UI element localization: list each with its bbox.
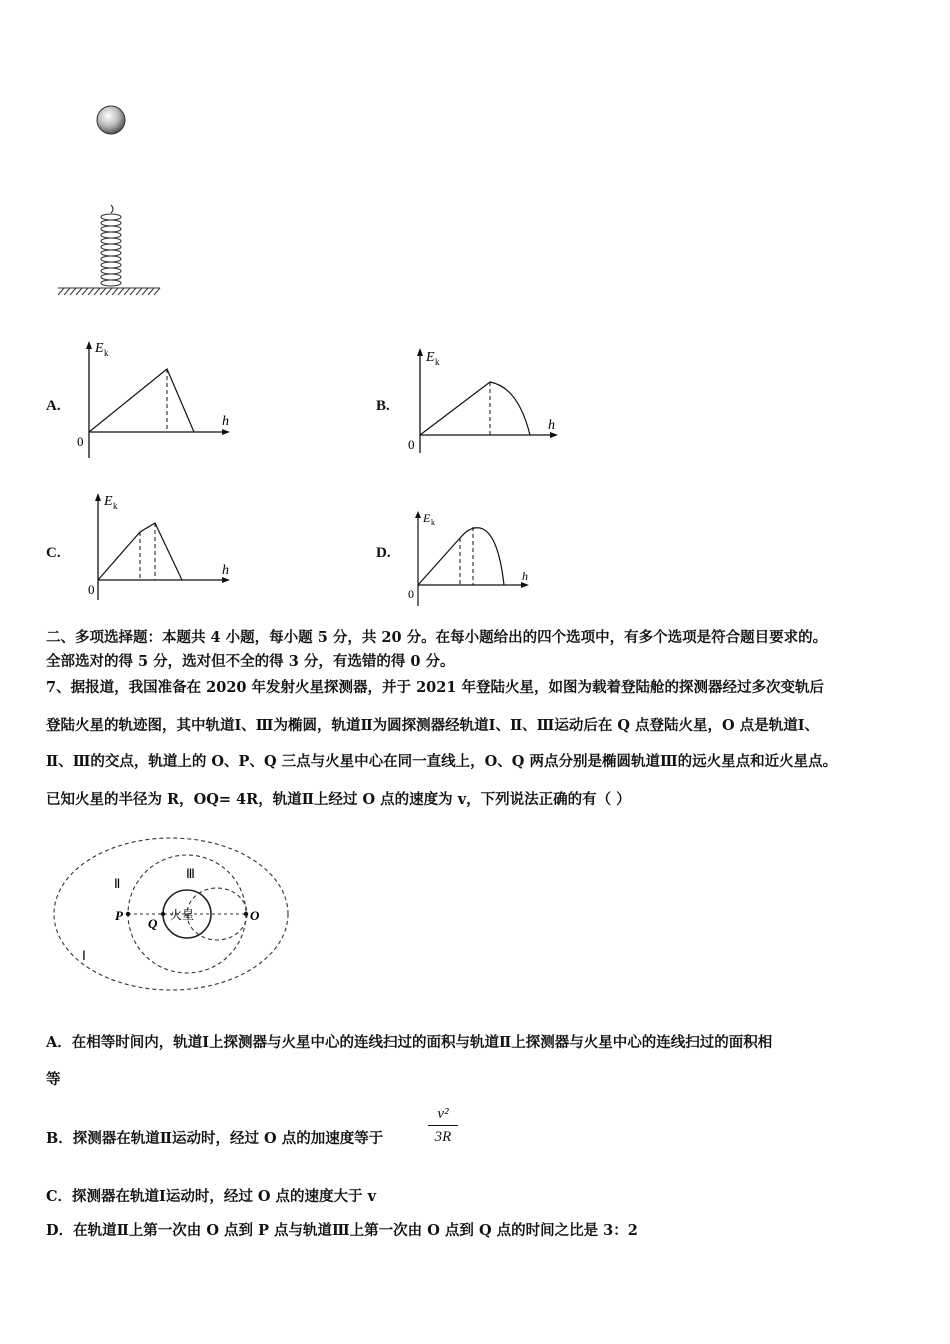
graph-b-curve (420, 382, 530, 435)
fraction-denominator: 3R (434, 1129, 452, 1145)
graph-c-ysub: k (113, 501, 118, 511)
spring-ball-figure (50, 95, 170, 305)
mars-label: 火星 (170, 908, 195, 922)
ground (58, 288, 160, 295)
graph-d-xlabel: h (522, 569, 528, 583)
graph-c-ylabel: E (104, 494, 113, 509)
graph-b (400, 345, 570, 460)
graph-c-origin: 0 (88, 582, 95, 597)
q7-option-d[interactable]: D．在轨道Ⅱ上第一次由 O 点到 P 点与轨道Ⅲ上第一次由 O 点到 Q 点的时间之比是 3：2 (46, 1222, 638, 1239)
graph-a (70, 338, 240, 468)
fraction-bar (428, 1125, 458, 1126)
graph-b-origin: 0 (408, 437, 415, 452)
section2-line2: 全部选对的得 5 分，选对但不全的得 3 分，有选错的得 0 分。 (46, 653, 455, 670)
q7-option-c[interactable]: C．探测器在轨道Ⅰ运动时，经过 O 点的速度大于 v (46, 1188, 377, 1205)
graph-b-xlabel: h (548, 418, 555, 433)
graph-a-ylabel: E (95, 341, 104, 356)
label-O: O (250, 908, 260, 923)
label-Q: Q (148, 916, 158, 931)
graph-d-curve (418, 528, 504, 585)
graph-b-ylabel: E (426, 350, 435, 365)
q7-option-b-fraction (428, 1105, 458, 1146)
ball (97, 106, 125, 134)
graph-d-origin: 0 (408, 587, 414, 601)
graph-a-xlabel: h (222, 414, 229, 429)
label-III: Ⅲ (186, 866, 195, 881)
option-c-label[interactable]: C. (46, 545, 61, 561)
label-P: P (115, 908, 123, 923)
graph-a-origin: 0 (77, 434, 84, 449)
option-d-label[interactable]: D. (376, 545, 391, 561)
graph-a-ysub: k (104, 348, 109, 358)
graph-b-ysub: k (435, 357, 440, 367)
graph-a-curve (89, 369, 194, 432)
orbit-figure (50, 832, 300, 997)
q7-line3: Ⅱ、Ⅲ的交点，轨道上的 O、P、Q 三点与火星中心在同一直线上，O、Q 两点分别是椭圆轨道Ⅲ的远火星点和近火星点。 (46, 753, 838, 770)
q7-option-a-line2: 等 (46, 1071, 61, 1088)
section2-line1: 二、多项选择题：本题共 4 小题，每小题 5 分，共 20 分。在每小题给出的四个选项中，有多个选项是符合题目要求的。 (46, 629, 828, 646)
graph-c (80, 490, 240, 605)
q7-line2: 登陆火星的轨迹图，其中轨道Ⅰ、Ⅲ为椭圆，轨道Ⅱ为圆探测器经轨道Ⅰ、Ⅱ、Ⅲ运动后在 Q 点登陆火星，O 点是轨道Ⅰ、 (46, 717, 820, 734)
spring (101, 205, 121, 286)
graph-c-curve (98, 523, 182, 580)
option-b-label[interactable]: B. (376, 398, 390, 414)
q7-line4: 已知火星的半径为 R，OQ= 4R，轨道Ⅱ上经过 O 点的速度为 v，下列说法正确的有（ ） (46, 791, 631, 808)
option-a-label[interactable]: A. (46, 398, 61, 414)
q7-option-a-line1[interactable]: A．在相等时间内，轨道Ⅰ上探测器与火星中心的连线扫过的面积与轨道Ⅱ上探测器与火星中心的连线扫过的面积相 (46, 1034, 773, 1051)
q7-line1: 7、据报道，我国准备在 2020 年发射火星探测器，并于 2021 年登陆火星，如图为载着登陆舱的探测器经过多次变轨后 (46, 679, 824, 696)
fraction-numerator: v² (437, 1106, 449, 1122)
label-II: Ⅱ (114, 876, 121, 891)
graph-d-ylabel: E (423, 511, 431, 525)
q7-option-b[interactable]: B．探测器在轨道Ⅱ运动时，经过 O 点的加速度等于 (46, 1130, 384, 1147)
graph-d-ysub: k (431, 518, 435, 527)
graph-d (400, 508, 540, 608)
label-I: Ⅰ (82, 948, 86, 963)
graph-c-xlabel: h (222, 563, 229, 578)
